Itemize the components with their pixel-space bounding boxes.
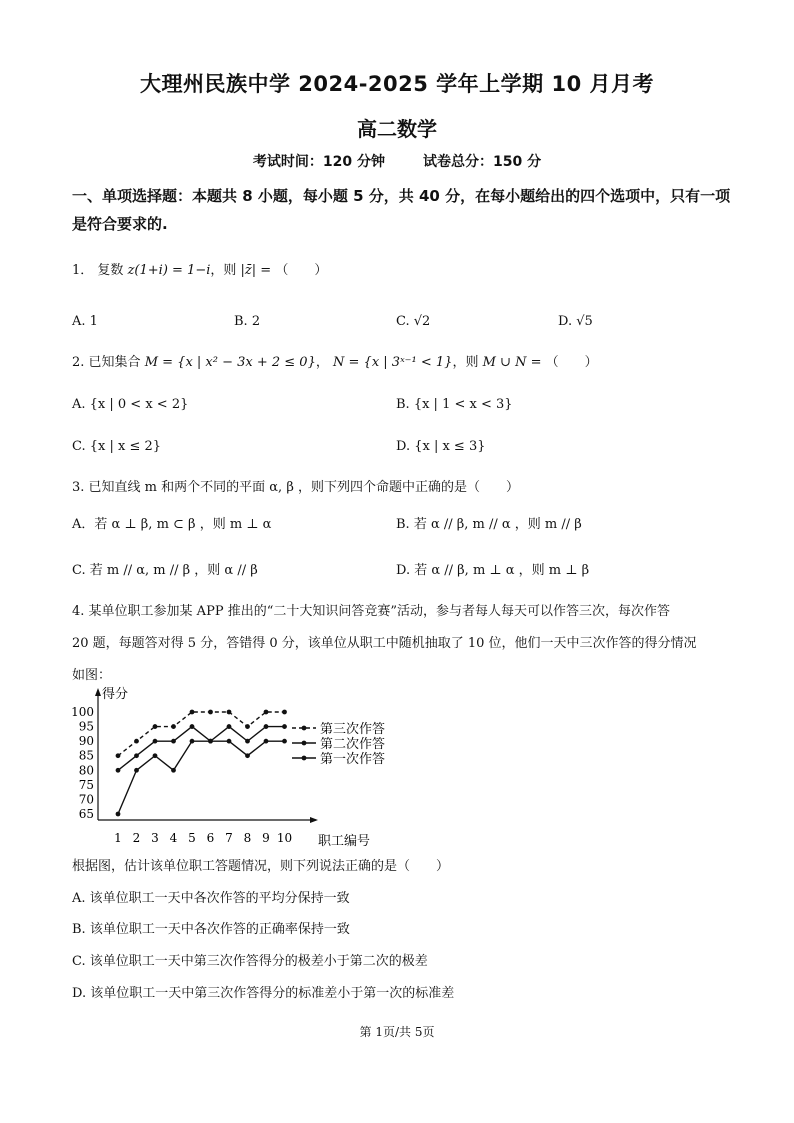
score-line-chart (60, 682, 420, 854)
question-number: 3. (72, 480, 85, 495)
data-point (190, 710, 195, 715)
data-point (190, 724, 195, 729)
question-number: 2. (72, 355, 85, 370)
data-point (282, 710, 287, 715)
q2-option-d: D. {x | x ≤ 3} (396, 439, 486, 454)
series-line-3 (118, 741, 285, 814)
x-tick-label: 8 (243, 831, 252, 845)
legend-marker (302, 756, 307, 761)
x-axis-label: 职工编号 (318, 834, 371, 849)
math-expression: M = {x | x² − 3x + 2 ≤ 0} (144, 355, 316, 370)
x-tick-label: 2 (132, 831, 141, 845)
legend-label: 第一次作答 (320, 752, 386, 767)
data-point (245, 724, 250, 729)
data-point (227, 739, 232, 744)
data-point (171, 724, 176, 729)
exam-time: 考试时间：120 分钟 (252, 154, 385, 170)
question-2: 2. 已知集合 M = {x | x² − 3x + 2 ≤ 0}， N = {x | 3ˣ⁻¹ < 1}，则 M ∪ N = （ ） (72, 355, 598, 370)
x-tick-label: 10 (276, 831, 293, 845)
data-point (190, 739, 195, 744)
data-point (227, 724, 232, 729)
q4-option-a: A. 该单位职工一天中各次作答的平均分保持一致 (72, 891, 350, 906)
legend-label: 第三次作答 (320, 722, 386, 737)
section-heading: 一、单项选择题：本题共 8 小题，每小题 5 分，共 40 分，在每小题给出的四个选项中，只有一项是符合要求的. (72, 187, 731, 233)
legend-marker (302, 726, 307, 731)
x-tick-label: 1 (114, 831, 122, 845)
data-point (116, 812, 121, 817)
y-tick-label: 85 (78, 748, 94, 763)
y-tick-label: 80 (78, 763, 94, 778)
data-point (264, 739, 269, 744)
q1-option-b: B. 2 (234, 314, 261, 329)
data-point (208, 710, 213, 715)
data-point (171, 739, 176, 744)
data-point (116, 768, 121, 773)
data-point (264, 710, 269, 715)
exam-info (0, 151, 794, 171)
x-tick-label: 7 (225, 831, 233, 845)
data-point (153, 739, 158, 744)
y-axis-label: 得分 (102, 687, 129, 702)
question-4: 4. 某单位职工参加某 APP 推出的“二十大知识问答竞赛”活动，参与者每人每天可以作答三次，每次作答 20 题，每题答对得 5 分，答错得 0 分，该单位从职工中随机抽取了 10 位，他们一天中三次作答的得分情况 如图： (72, 604, 697, 683)
q3-option-b: B. 若 α // β, m // α ，则 m // β (396, 517, 582, 532)
data-point (171, 768, 176, 773)
exam-total-score: 试卷总分：150 分 (423, 154, 542, 170)
data-point (134, 753, 139, 758)
q4-option-b: B. 该单位职工一天中各次作答的正确率保持一致 (72, 922, 350, 937)
legend-marker (302, 741, 307, 746)
q2-option-b: B. {x | 1 < x < 3} (396, 397, 513, 412)
data-point (153, 753, 158, 758)
x-tick-label: 3 (151, 831, 159, 845)
y-tick-label: 65 (78, 807, 94, 821)
y-tick-label: 75 (78, 777, 94, 792)
x-tick-label: 9 (262, 831, 270, 845)
data-point (282, 724, 287, 729)
page-footer: 第 1页/共 5页 (359, 1025, 435, 1039)
y-tick-label: 100 (71, 705, 94, 719)
data-point (116, 753, 121, 758)
y-axis-arrow (95, 688, 101, 696)
q1-option-a: A. 1 (72, 314, 98, 329)
q3-option-d: D. 若 α // β, m ⊥ α ，则 m ⊥ β (396, 563, 590, 578)
x-tick-label: 4 (169, 831, 178, 845)
exam-title: 大理州民族中学 2024-2025 学年上学期 10 月月考 (139, 72, 655, 96)
data-point (264, 724, 269, 729)
data-point (282, 739, 287, 744)
data-point (208, 739, 213, 744)
x-tick-label: 6 (206, 831, 215, 845)
q2-option-c: C. {x | x ≤ 2} (72, 439, 162, 454)
math-expression: M ∪ N = (482, 355, 542, 370)
exam-subtitle: 高二数学 (357, 117, 437, 141)
data-point (153, 724, 158, 729)
data-point (227, 710, 232, 715)
x-tick-label: 5 (188, 831, 196, 845)
q4-option-c: C. 该单位职工一天中第三次作答得分的极差小于第二次的极差 (72, 954, 428, 969)
series-line-2 (118, 727, 285, 771)
data-point (134, 768, 139, 773)
data-point (245, 753, 250, 758)
q1-option-c: C. √2 (396, 314, 431, 329)
question-4-prompt: 根据图，估计该单位职工答题情况，则下列说法正确的是（ ） (72, 859, 450, 874)
data-point (245, 739, 250, 744)
question-1: 1． 复数 z(1+i) = 1−i，则 |z̄| = （ ） (72, 263, 328, 278)
question-3: 3. 已知直线 m 和两个不同的平面 α, β ，则下列四个命题中正确的是（ ） (72, 480, 519, 495)
legend-label: 第二次作答 (320, 737, 386, 752)
q4-option-d: D. 该单位职工一天中第三次作答得分的标准差小于第一次的标准差 (72, 986, 455, 1001)
y-tick-label: 90 (78, 734, 94, 749)
math-expression: N = {x | 3ˣ⁻¹ < 1} (333, 355, 453, 370)
question-number: 4. (72, 604, 85, 619)
data-point (134, 739, 139, 744)
math-expression: |z̄| = (240, 263, 272, 278)
math-expression: z(1+i) = 1−i (127, 263, 211, 278)
y-tick-label: 95 (78, 719, 94, 734)
q1-option-d: D. √5 (558, 314, 593, 329)
q3-option-a: A．若 α ⊥ β, m ⊂ β ，则 m ⊥ α (72, 517, 272, 532)
x-axis-arrow (310, 817, 318, 823)
q3-option-c: C. 若 m // α, m // β ，则 α // β (72, 563, 258, 578)
y-tick-label: 70 (78, 792, 94, 807)
q2-option-a: A. {x | 0 < x < 2} (72, 397, 189, 412)
question-number: 1． (72, 263, 94, 278)
